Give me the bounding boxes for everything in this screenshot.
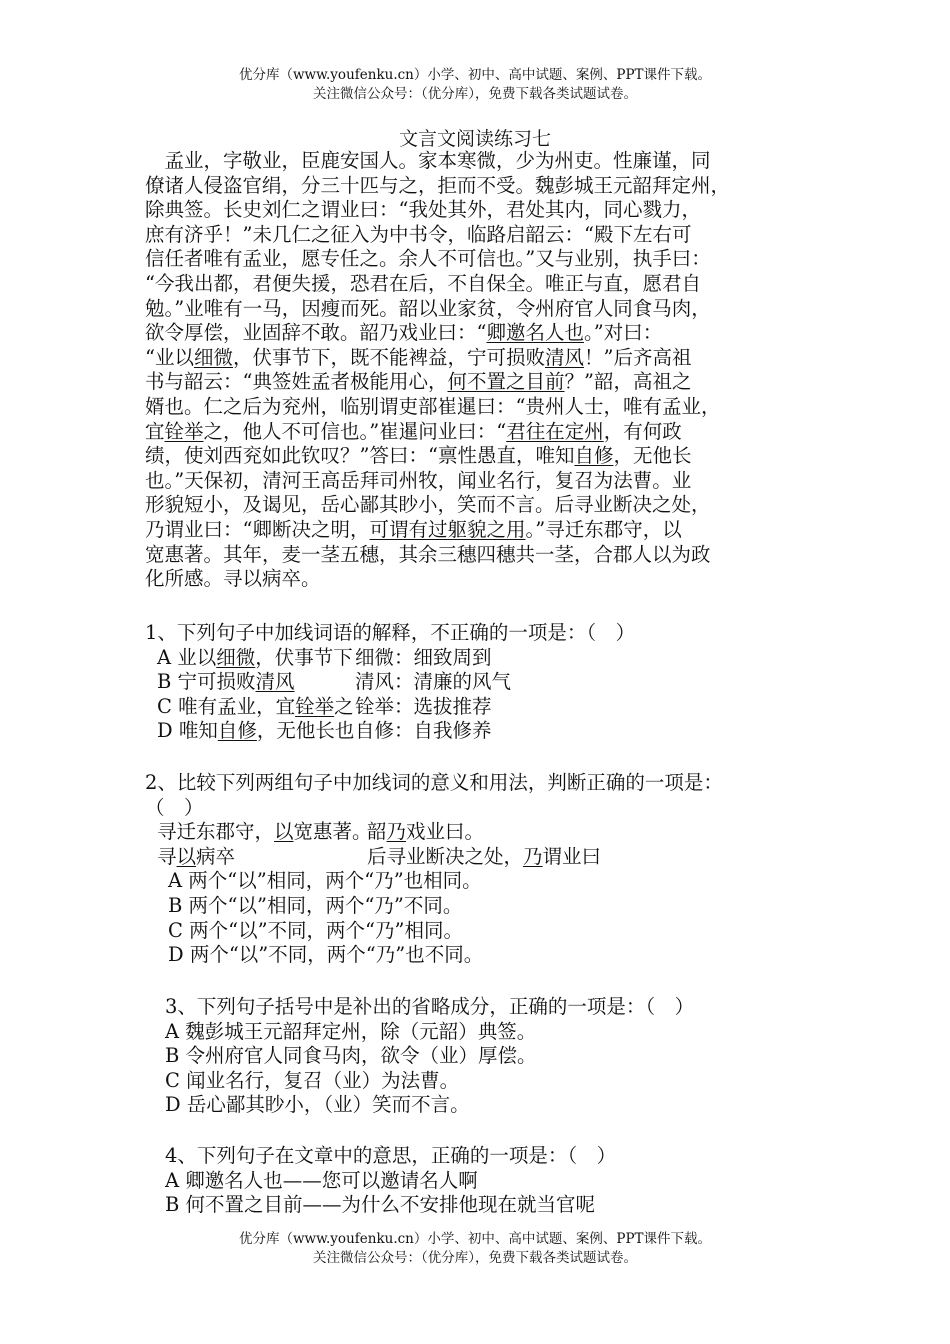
passage-text: 之，他人不可信也。”崔暹问业曰：“ bbox=[203, 419, 507, 443]
question-3-option: D 岳心鄙其眇小，（业）笑而不言。 bbox=[165, 1093, 470, 1117]
passage-line bbox=[145, 444, 815, 469]
option-text: 之 bbox=[334, 694, 354, 718]
passage-line bbox=[145, 395, 815, 420]
passage-text: 书与韶云：“典签姓孟者极能用心， bbox=[145, 370, 448, 394]
passage-line bbox=[145, 247, 815, 272]
pair-right-underlined-term: 乃 bbox=[523, 844, 543, 868]
pair-right-text: 韶 bbox=[367, 820, 387, 844]
passage-line bbox=[145, 321, 815, 346]
passage-underlined-term: 铨举 bbox=[164, 419, 204, 443]
passage-line bbox=[145, 420, 815, 445]
passage-text: 孟业，字敬业，臣鹿安国人。家本寒微，少为州吏。性廉谨，同 bbox=[145, 149, 711, 172]
question-2-option: C 两个“以”不同，两个“乃”相同。 bbox=[168, 918, 463, 942]
passage-underlined-term: 清风 bbox=[545, 345, 585, 369]
option-text: A 业以 bbox=[157, 645, 217, 669]
passage-underlined-term: 自修 bbox=[574, 444, 614, 468]
footer-line-1: 优分库（www.youfenku.cn）小学、初中、高中试题、案例、PPT课件下载。 bbox=[238, 1231, 712, 1247]
question-2-stem: 2、比较下列两组句子中加线词的意义和用法，判断正确的一项是： bbox=[145, 771, 723, 794]
question-1 bbox=[145, 621, 635, 744]
passage-text: 除典签。长史刘仁之谓业曰：“我处其外，君处其内，同心戮力， bbox=[145, 198, 701, 222]
passage-text: 僚诸人侵盗官绢，分三十匹与之，拒而不受。魏彭城王元韶拜定州， bbox=[145, 173, 731, 197]
option-gloss: 细微：细致周到 bbox=[355, 645, 492, 669]
pair-left-text: 寻 bbox=[157, 844, 177, 868]
passage-text: 也。”天保初，清河王高岳拜司州牧，闻业名行，复召为法曹。业 bbox=[145, 468, 692, 492]
passage-text: 乃谓业曰：“卿断决之明， bbox=[145, 517, 370, 541]
passage-text: 宜 bbox=[145, 419, 165, 443]
question-4-option: A 卿邀名人也——您可以邀请名人啊 bbox=[165, 1168, 478, 1192]
option-underlined-term: 铨举 bbox=[295, 694, 335, 718]
passage-line bbox=[145, 493, 815, 518]
pair-right bbox=[367, 845, 601, 870]
passage-text: 宽惠著。其年，麦一茎五穗，其余三穗四穗共一茎，合郡人以为政 bbox=[145, 542, 711, 566]
passage-line bbox=[145, 543, 815, 568]
document-title: 文言文阅读练习七 bbox=[398, 128, 551, 150]
question-3-option: B 令州府官人同食马肉，欲令（业）厚偿。 bbox=[165, 1044, 537, 1068]
option-text: C 唯有孟业，宜 bbox=[157, 694, 296, 718]
header-line-1: 优分库（www.youfenku.cn）小学、初中、高中试题、案例、PPT课件下载。 bbox=[238, 67, 712, 83]
passage-text: ，有何政 bbox=[603, 419, 682, 443]
passage-line bbox=[145, 567, 815, 592]
question-4-stem: 4、下列句子在文章中的意思，正确的一项是：（ ） bbox=[165, 1144, 617, 1167]
pair-left-underlined-term: 以 bbox=[274, 820, 294, 844]
passage-line bbox=[145, 518, 815, 543]
passage-line bbox=[145, 149, 815, 174]
passage-text: “业以 bbox=[145, 345, 194, 369]
classical-passage bbox=[145, 149, 815, 592]
page-footer bbox=[0, 1230, 950, 1268]
pair-right-text: 谓业曰 bbox=[542, 844, 602, 868]
passage-text: ？”韶，高祖之 bbox=[564, 370, 692, 394]
pair-left-text: 宽惠著。 bbox=[293, 820, 372, 844]
question-4 bbox=[165, 1144, 616, 1218]
question-2-option: B 两个“以”相同，两个“乃”不同。 bbox=[168, 893, 463, 917]
option-underlined-term: 清风 bbox=[255, 670, 295, 694]
passage-text: ，伏事节下，既不能裨益，宁可损败 bbox=[233, 345, 546, 369]
option-text: ，无他长也 bbox=[256, 719, 355, 743]
passage-line bbox=[145, 198, 815, 223]
question-3 bbox=[165, 995, 694, 1118]
option-gloss: 自修：自我修养 bbox=[355, 719, 492, 743]
option-text: D 唯知 bbox=[157, 719, 218, 743]
passage-text: 绩，使刘西兖如此钦叹？”答曰：“禀性愚直，唯知 bbox=[145, 444, 575, 468]
passage-underlined-term: 君往在定州 bbox=[506, 419, 604, 443]
passage-underlined-term: 可谓有过躯貌之用 bbox=[369, 517, 526, 541]
pair-left-text: 病卒 bbox=[196, 844, 236, 868]
passage-text: 。”对曰： bbox=[584, 321, 663, 345]
pair-right-text: 后寻业断决之处， bbox=[367, 844, 524, 868]
question-2-sentence-pair bbox=[145, 820, 723, 845]
passage-text: 信任者唯有孟业，愿专任之。余人不可信也。”又与业别，执手曰： bbox=[145, 247, 711, 271]
option-text: ，伏事节下 bbox=[255, 645, 353, 669]
question-2-sentence-pair bbox=[145, 845, 723, 870]
option-gloss: 清风：清廉的风气 bbox=[355, 670, 512, 694]
question-1-option bbox=[145, 719, 635, 744]
passage-text: 勉。”业唯有一马，因瘦而死。韶以业家贫，令州府官人同食马肉， bbox=[145, 296, 711, 320]
question-1-option bbox=[145, 646, 635, 671]
question-3-option: C 闻业名行，复召（业）为法曹。 bbox=[165, 1068, 460, 1092]
pair-left-underlined-term: 以 bbox=[176, 844, 197, 868]
option-underlined-term: 自修 bbox=[217, 719, 257, 743]
passage-text: 欲令厚偿，业固辞不敢。韶乃戏业曰：“ bbox=[145, 321, 487, 345]
passage-text: 。”寻迁东郡守，以 bbox=[525, 517, 682, 541]
passage-text: ！”后齐高祖 bbox=[584, 345, 692, 369]
passage-line bbox=[145, 297, 815, 322]
passage-line bbox=[145, 346, 815, 371]
passage-line bbox=[145, 223, 815, 248]
option-text: B 宁可损败 bbox=[157, 670, 256, 694]
question-2-option: D 两个“以”不同，两个“乃”也不同。 bbox=[168, 943, 484, 967]
passage-line bbox=[145, 469, 815, 494]
footer-line-2: 关注微信公众号：（优分库），免费下载各类试题试卷。 bbox=[313, 1250, 637, 1266]
option-gloss: 铨举：选拔推荐 bbox=[355, 694, 492, 718]
question-1-option bbox=[145, 670, 635, 695]
option-underlined-term: 细微 bbox=[216, 645, 256, 669]
passage-underlined-term: 卿邀名人也 bbox=[486, 321, 584, 345]
pair-right-underlined-term: 乃 bbox=[386, 820, 407, 844]
passage-text: 化所感。寻以病卒。 bbox=[145, 567, 321, 591]
pair-right bbox=[367, 820, 484, 845]
passage-underlined-term: 细微 bbox=[193, 345, 233, 369]
question-2-paren: （ ） bbox=[145, 795, 204, 819]
passage-text: 形貌短小，及谒见，岳心鄙其眇小，笑而不言。后寻业断决之处， bbox=[145, 493, 711, 517]
pair-left-text: 寻迁东郡守， bbox=[157, 820, 275, 844]
question-2-option: A 两个“以”相同，两个“乃”也相同。 bbox=[168, 869, 482, 893]
question-2 bbox=[145, 771, 723, 968]
question-4-option: B 何不置之目前——为什么不安排他现在就当官呢 bbox=[165, 1193, 596, 1217]
passage-text: “今我出都，君便失援，恐君在后，不自保全。唯正与直，愿君自 bbox=[145, 271, 701, 295]
passage-text: ，无他长 bbox=[613, 444, 692, 468]
passage-line bbox=[145, 370, 815, 395]
passage-line bbox=[145, 272, 815, 297]
header-line-2: 关注微信公众号：（优分库），免费下载各类试题试卷。 bbox=[313, 86, 637, 102]
question-1-stem: 1、下列句子中加线词语的解释，不正确的一项是：（ ） bbox=[145, 621, 636, 644]
question-3-option: A 魏彭城王元韶拜定州，除（元韶）典签。 bbox=[165, 1019, 537, 1043]
passage-text: 婿也。仁之后为兖州，临别谓吏部崔暹曰：“贵州人士，唯有孟业， bbox=[145, 394, 721, 418]
question-3-stem: 3、下列句子括号中是补出的省略成分，正确的一项是：（ ） bbox=[165, 995, 695, 1018]
passage-underlined-term: 何不置之目前 bbox=[447, 370, 565, 394]
page-header bbox=[0, 66, 950, 104]
passage-text: 庶有济乎！”未几仁之征入为中书令，临路启韶云：“殿下左右可 bbox=[145, 222, 692, 246]
passage-line bbox=[145, 174, 815, 199]
question-1-option bbox=[145, 695, 635, 720]
pair-right-text: 戏业曰。 bbox=[406, 820, 485, 844]
